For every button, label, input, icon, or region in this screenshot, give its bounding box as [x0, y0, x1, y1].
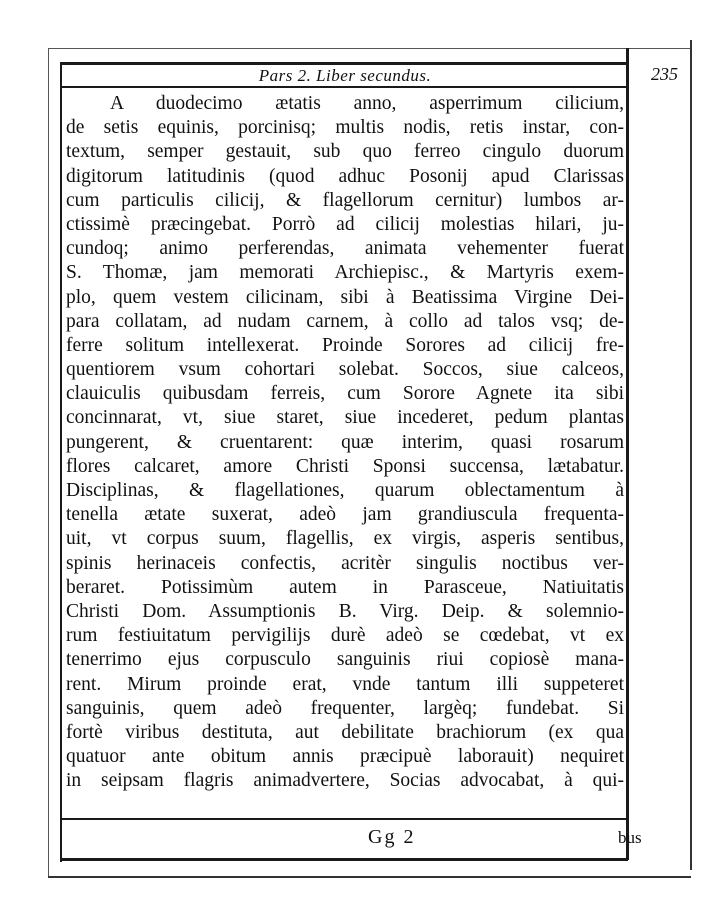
text-line: spinis herinaceis confectis, acritèr singulis noctibus ver-: [66, 552, 624, 574]
body-text: [66, 92, 624, 793]
text-line: cundoq; animo perferendas, animata vehementer fuerat: [66, 238, 624, 260]
text-line: tenerrimo ejus corpusculo sanguinis riui copiosè mana-: [66, 649, 624, 671]
text-line: clauiculis quibusdam ferreis, cum Sorore Agnete ita sibi: [66, 383, 624, 405]
text-line: ctissimè præcingebat. Porrò ad cilicij molestias hilari, ju-: [66, 213, 624, 235]
text-line: rent. Mirum proinde erat, vnde tantum illi suppeteret: [66, 673, 624, 695]
text-line: Christi Dom. Assumptionis B. Virg. Deip. & solemnio-: [66, 600, 624, 622]
text-line: tenella ætate suxerat, adeò jam grandiuscula frequenta-: [66, 504, 624, 526]
text-line: de setis equinis, porcinisq; multis nodis, retis instar, con-: [66, 117, 624, 139]
frame-rule-top: [62, 62, 628, 65]
text-line: A duodecimo ætatis anno, asperrimum cilicium,: [110, 93, 624, 114]
frame-rule-right: [626, 48, 629, 860]
text-line: in seipsam flagris animadvertere, Socias advocabat, à qui-: [66, 770, 624, 792]
text-line: sanguinis, quem adeò frequenter, largèq; fundebat. Si: [66, 697, 624, 719]
page-edge-bottom: [48, 876, 691, 878]
frame-rule-left: [60, 62, 62, 862]
text-line: beraret. Potissimùm autem in Parasceue, Natiuitatis: [66, 576, 624, 598]
text-line: quentiorem vsum cohortari solebat. Soccos, siue calceos,: [66, 359, 624, 381]
page-number: 235: [651, 64, 678, 84]
text-line: ferre solitum intellexerat. Proinde Sorores ad cilicij fre-: [66, 334, 624, 356]
page-edge-left: [48, 48, 49, 878]
text-line: flores calcaret, amore Christi Sponsi succensa, lætabatur.: [66, 455, 624, 477]
page-edge-top: [48, 48, 691, 49]
text-line: para collatam, ad nudam carnem, à collo ad talos vsq; de-: [66, 310, 624, 332]
catchword: bus: [618, 828, 642, 847]
text-line: pungerent, & cruentarent: quæ interim, quasi rosarum: [66, 431, 624, 453]
text-line: concinnarat, vt, siue staret, siue incederet, pedum plantas: [66, 407, 624, 429]
head-rule: [62, 86, 628, 88]
page-edge-right: [690, 40, 692, 870]
text-line: Disciplinas, & flagellationes, quarum oblectamentum à: [66, 480, 624, 501]
frame-rule-bottom: [62, 858, 628, 861]
text-line: fortè viribus destituta, aut debilitate brachiorum (ex qua: [66, 721, 624, 743]
running-head: [62, 64, 678, 88]
text-line: quatuor ante obitum annis præcipuè laborauit) nequiret: [66, 746, 624, 768]
text-line: cum particulis cilicij, & flagellorum cernitur) lumbos ar-: [66, 189, 624, 211]
text-bottom-rule: [62, 818, 628, 820]
text-line: textum, semper gestauit, sub quo ferreo cingulo duorum: [66, 141, 624, 163]
text-line: S. Thomæ, jam memorati Archiepisc., & Martyris exem-: [66, 262, 624, 284]
running-head-title: Pars 2. Liber secundus.: [258, 66, 432, 85]
text-line: plo, quem vestem cilicinam, sibi à Beatissima Virgine Dei-: [66, 286, 624, 308]
text-line: digitorum latitudinis (quod adhuc Posonij apud Clarissas: [66, 165, 624, 187]
signature-mark: Gg 2: [368, 826, 416, 848]
text-line: uit, vt corpus suum, flagellis, ex virgis, asperis sentibus,: [66, 528, 624, 550]
text-line: rum festiuitatum pervigilijs durè adeò se cœdebat, vt ex: [66, 625, 624, 647]
page-footer: [62, 826, 701, 856]
